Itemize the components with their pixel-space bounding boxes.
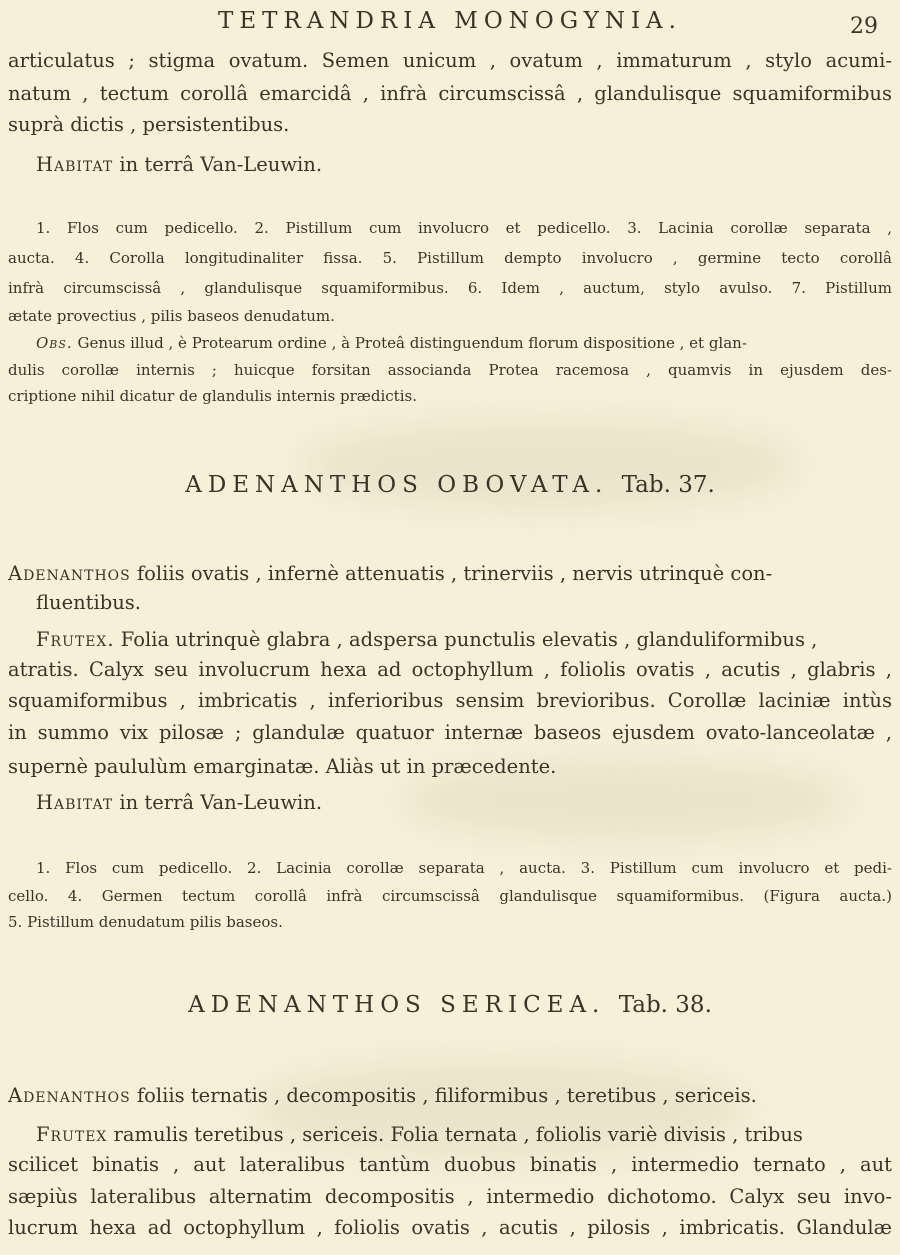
- section-heading: [0, 472, 900, 498]
- description-line: supernè paululùm emarginatæ. Aliàs ut in præcedente.: [8, 755, 557, 778]
- figure-note: infrà circumscissâ , glandulisque squamiformibus. 6. Idem , auctum, stylo avulso. 7. Pistillum: [8, 279, 892, 297]
- diagnosis-line: [8, 561, 892, 587]
- habitat-text: in terrâ Van-Leuwin.: [113, 791, 323, 814]
- description-text: Folia utrinquè glabra , adspersa punctulis elevatis , glanduliformibus ,: [114, 628, 818, 651]
- text-line: suprà dictis , persistentibus.: [8, 113, 290, 136]
- diagnosis-text: foliis ternatis , decompositis , filiformibus , teretibus , sericeis.: [130, 1084, 757, 1107]
- frutex-label: Frutex: [36, 1123, 108, 1146]
- obs-label: Obs.: [36, 334, 73, 352]
- running-title: TETRANDRIA MONOGYNIA.: [218, 8, 682, 34]
- plate-reference: Tab. 37.: [621, 472, 715, 498]
- description-line: atratis. Calyx seu involucrum hexa ad octophyllum , foliolis ovatis , acutis , glabris ,: [8, 658, 892, 681]
- habitat-text: in terrâ Van-Leuwin.: [113, 153, 323, 176]
- description-line: in summo vix pilosæ ; glandulæ quatuor internæ baseos ejusdem ovato-lanceolatæ ,: [8, 721, 892, 744]
- habitat-label: Habitat: [36, 791, 114, 814]
- page-number: 29: [850, 14, 878, 39]
- figure-note: cello. 4. Germen tectum corollâ infrà circumscissâ glandulisque squamiformibus. (Figura aucta.): [8, 887, 892, 905]
- description-line: [36, 627, 892, 653]
- description-line: sæpiùs lateralibus alternatim decompositis , intermedio dichotomo. Calyx seu invo-: [8, 1185, 892, 1208]
- genus-label: Adenanthos: [8, 562, 131, 585]
- description-line: scilicet binatis , aut lateralibus tantùm duobus binatis , intermedio ternato , aut: [8, 1153, 892, 1176]
- species-title: ADENANTHOS SERICEA.: [188, 992, 606, 1018]
- section-heading: [0, 992, 900, 1018]
- description-line: lucrum hexa ad octophyllum , foliolis ovatis , acutis , pilosis , imbricatis. Glandulæ: [8, 1216, 892, 1239]
- figure-note: 1. Flos cum pedicello. 2. Lacinia corollæ separata , aucta. 3. Pistillum cum involucro et pedi-: [36, 859, 892, 877]
- description-line: squamiformibus , imbricatis , inferioribus sensim brevioribus. Corollæ laciniæ intùs: [8, 689, 892, 712]
- text-line: natum , tectum corollâ emarcidâ , infrà circumscissâ , glandulisque squamiformibus: [8, 82, 892, 105]
- obs-line: [36, 333, 892, 353]
- obs-line: criptione nihil dicatur de glandulis internis prædictis.: [8, 387, 417, 405]
- genus-label: Adenanthos: [8, 1084, 131, 1107]
- frutex-label: Frutex.: [36, 628, 115, 651]
- diagnosis-line: [8, 1083, 892, 1109]
- figure-note: ætate provectius , pilis baseos denudatum.: [8, 307, 335, 325]
- text-line: articulatus ; stigma ovatum. Semen unicum , ovatum , immaturum , stylo acumi-: [8, 49, 892, 72]
- diagnosis-text: foliis ovatis , infernè attenuatis , trinerviis , nervis utrinquè con-: [130, 562, 773, 585]
- habitat-label: Habitat: [36, 153, 114, 176]
- diagnosis-line: fluentibus.: [36, 591, 141, 614]
- obs-text: Genus illud , è Protearum ordine , à Proteâ distinguendum florum dispositione , et glan-: [72, 334, 747, 352]
- plate-reference: Tab. 38.: [618, 992, 712, 1018]
- figure-note: 1. Flos cum pedicello. 2. Pistillum cum involucro et pedicello. 3. Lacinia corollæ separata ,: [36, 219, 892, 237]
- description-line: [36, 1122, 892, 1148]
- figure-note: aucta. 4. Corolla longitudinaliter fissa. 5. Pistillum dempto involucro , germine tecto corollâ: [8, 249, 892, 267]
- species-title: ADENANTHOS OBOVATA.: [185, 472, 609, 498]
- habitat-line: [36, 152, 892, 178]
- description-text: ramulis teretibus , sericeis. Folia ternata , foliolis variè divisis , tribus: [107, 1123, 803, 1146]
- figure-note: 5. Pistillum denudatum pilis baseos.: [8, 913, 283, 931]
- habitat-line: [36, 790, 892, 816]
- obs-line: dulis corollæ internis ; huicque forsitan associanda Protea racemosa , quamvis in ejusdem des-: [8, 361, 892, 379]
